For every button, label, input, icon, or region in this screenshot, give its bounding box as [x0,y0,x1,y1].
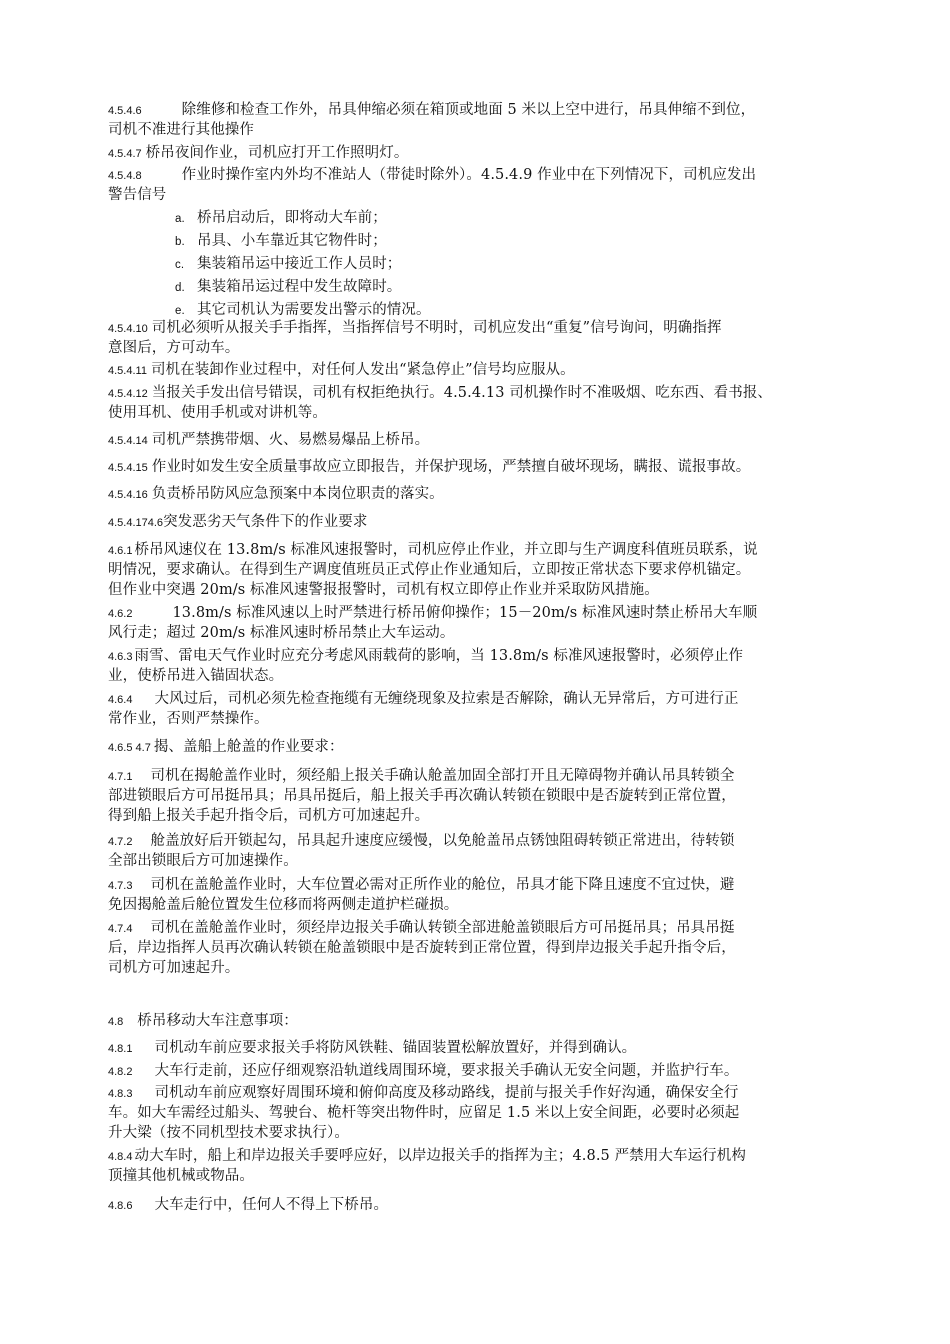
clause-text: 司机必须听从报关手手指挥，当指挥信号不明时，司机应发出“重复”信号询问，明确指挥 [151,320,722,336]
clause-number: 4.8 [108,1016,124,1028]
clause-text: 大车走行中，任何人不得上下桥吊。 [154,1197,389,1213]
clause-number: 4.5.4.11 [108,365,147,377]
section-4-8-heading [108,1011,860,1032]
list-text: 桥吊启动后，即将动大车前； [197,210,387,226]
para-4-7-3 [108,875,860,896]
para-4-6-1 [108,540,860,561]
clause-text: 除维修和检查工作外，吊具伸缩必须在箱顶或地面 5 米以上空中进行，吊具伸缩不到位， [181,102,756,118]
list-item-a [175,208,860,229]
clause-number: 4.5.4.16 [108,489,148,501]
clause-text: 部进锁眼后方可吊挺吊具；吊具吊挺后，船上报关手再次确认转锁在锁眼中是否旋转到正常位置， [108,788,736,804]
list-label: e. [175,305,185,317]
para-4-5-4-13-cont [108,403,860,423]
para-4-6-3-cont [108,666,860,686]
para-4-6-3 [108,646,860,667]
clause-text: 免因揭舱盖后舱位置发生位移而将两侧走道护栏碰损。 [108,897,459,913]
para-4-7-2-cont [108,851,860,871]
clause-text: 当报关手发出信号错误，司机有权拒绝执行。4.5.4.13 司机操作时不准吸烟、吃东西、看书报、 [151,385,773,401]
clause-text: 桥吊移动大车注意事项： [137,1013,298,1029]
clause-text: 意图后，方可动车。 [108,340,240,356]
clause-text: 动大车时，船上和岸边报关手要呼应好，以岸边报关手的指挥为主；4.8.5 严禁用大车运行机构 [134,1148,746,1164]
clause-text: 后，岸边指挥人员再次确认转锁在舱盖锁眼中是否旋转到正常位置，得到岸边报关手起升指令后， [108,940,736,956]
clause-text: 警告信号 [108,187,167,203]
clause-number: 4.5.4.7 [108,148,142,160]
clause-number: 4.8.6 [108,1200,133,1212]
para-4-5-4-6-cont [108,120,860,140]
clause-text: 升大梁（按不同机型技术要求执行）。 [108,1125,349,1141]
para-4-5-4-11 [108,360,860,381]
clause-number: 4.8.2 [108,1066,133,1078]
para-4-6-4 [108,689,860,710]
clause-number: 4.6.2 [108,608,133,620]
para-4-5-4-9-cont [108,185,860,205]
clause-text: 车。如大车需经过船头、驾驶台、桅杆等突出物件时，应留足 1.5 米以上安全间距，必要时必须起 [108,1105,740,1121]
clause-text: 司机在盖舱盖作业时，大车位置必需对正所作业的舱位，吊具才能下降且速度不宜过快，避 [150,877,735,893]
clause-text: 13.8m/s 标准风速以上时严禁进行桥吊俯仰操作；15－20m/s 标准风速时禁止桥吊大车顺 [172,605,758,621]
para-4-7-4-cont [108,958,860,978]
clause-text: 司机在装卸作业过程中，对任何人发出“紧急停止”信号均应服从。 [150,362,575,378]
para-4-6-2 [108,603,860,624]
clause-text: 司机在盖舱盖作业时，须经岸边报关手确认转锁全部进舱盖锁眼后方可吊挺吊具；吊具吊挺 [150,920,735,936]
para-4-7-1-cont [108,786,860,806]
clause-text: 作业时如发生安全质量事故应立即报告，并保护现场，严禁擅自破坏现场，瞒报、谎报事故。 [151,459,751,475]
clause-number: 4.5.4.15 [108,462,148,474]
clause-text: 明情况，要求确认。在得到生产调度值班员正式停止作业通知后，立即按正常状态下要求停机锚定。 [108,562,751,578]
clause-text: 使用耳机、使用手机或对讲机等。 [108,405,327,421]
clause-text: 司机动车前应要求报关手将防风铁鞋、锚固装置松解放置好，并得到确认。 [154,1040,637,1056]
clause-number: 4.7.4 [108,923,133,935]
clause-number: 4.6.1 [108,545,133,557]
para-4-7-4-cont [108,938,860,958]
para-4-8-5-cont [108,1166,860,1186]
para-4-7-2 [108,831,860,852]
clause-text: 常作业，否则严禁操作。 [108,711,269,727]
clause-text: 司机不准进行其他操作 [108,122,254,138]
list-text: 吊具、小车靠近其它物件时； [197,233,387,249]
clause-text: 得到船上报关手起升指令后，司机方可加速起升。 [108,808,430,824]
clause-number: 4.6.4 [108,694,133,706]
clause-text: 司机动车前应观察好周围环境和俯仰高度及移动路线，提前与报关手作好沟通，确保安全行 [154,1085,739,1101]
clause-number: 4.5.4.8 [108,170,142,182]
para-4-8-4 [108,1146,860,1167]
para-4-6-1-cont [108,580,860,600]
list-label: a. [175,213,185,225]
list-item-b [175,231,860,252]
para-4-7-3-cont [108,895,860,915]
clause-text: 雨雪、雷电天气作业时应充分考虑风雨载荷的影响，当 13.8m/s 标准风速报警时，必须停止作 [134,648,744,664]
para-4-7-1 [108,766,860,787]
clause-text: 司机方可加速起升。 [108,960,240,976]
clause-text: 司机在揭舱盖作业时，须经船上报关手确认舱盖加固全部打开且无障碍物并确认吊具转锁全 [150,768,735,784]
clause-number: 4.7.3 [108,880,133,892]
para-4-6-4-cont [108,709,860,729]
clause-text: 但作业中突遇 20m/s 标准风速警报报警时，司机有权立即停止作业并采取防风措施。 [108,582,659,598]
clause-text: 司机严禁携带烟、火、易燃易爆品上桥吊。 [151,432,430,448]
clause-text: 全部出锁眼后方可加速操作。 [108,853,298,869]
clause-number: 4.8.1 [108,1043,133,1055]
para-4-5-4-10-cont [108,338,860,358]
para-4-6-1-cont [108,560,860,580]
para-4-5-4-12 [108,383,860,404]
list-text: 集装箱吊运过程中发生故障时。 [197,279,402,295]
clause-number: 4.8.4 [108,1151,133,1163]
clause-text: 负责桥吊防风应急预案中本岗位职责的落实。 [151,486,444,502]
para-4-7-1-cont [108,806,860,826]
clause-number: 4.5.4.6 [108,105,142,117]
list-item-d [175,277,860,298]
clause-number: 4.6.3 [108,651,133,663]
para-4-5-4-14 [108,430,860,451]
para-4-5-4-8 [108,165,860,186]
clause-number: 4.5.4.174.6 [108,517,164,529]
clause-text: 风行走；超过 20m/s 标准风速时桥吊禁止大车运动。 [108,625,455,641]
list-text: 其它司机认为需要发出警示的情况。 [197,302,431,318]
para-4-5-4-16 [108,484,860,505]
para-4-8-1 [108,1038,860,1059]
clause-text: 舱盖放好后开锁起勾，吊具起升速度应缓慢，以免舱盖吊点锈蚀阻碍转锁正常进出，待转锁 [150,833,735,849]
clause-text: 大车行走前，还应仔细观察沿轨道线周围环境，要求报关手确认无安全问题，并监护行车。 [154,1063,739,1079]
list-label: c. [175,259,185,271]
clause-number: 4.5.4.10 [108,323,148,335]
clause-number: 4.8.3 [108,1088,133,1100]
clause-number: 4.6.5 4.7 [108,742,151,754]
list-text: 集装箱吊运中接近工作人员时； [197,256,402,272]
para-4-8-3-cont [108,1103,860,1123]
para-4-5-4-6 [108,100,860,121]
clause-text: 突发恶劣天气条件下的作业要求 [163,514,368,530]
clause-number: 4.5.4.12 [108,388,148,400]
clause-text: 大风过后，司机必须先检查拖缆有无缠绕现象及拉索是否解除，确认无异常后，方可进行正 [154,691,739,707]
clause-text: 揭、盖船上舱盖的作业要求： [153,739,344,755]
para-4-6-2-cont [108,623,860,643]
clause-text: 桥吊风速仪在 13.8m/s 标准风速报警时，司机应停止作业，并立即与生产调度科值班员联系，说 [134,542,758,558]
para-4-5-4-10 [108,318,860,339]
list-label: b. [175,236,185,248]
clause-number: 4.5.4.14 [108,435,148,447]
para-4-8-3-cont [108,1123,860,1143]
list-item-c [175,254,860,275]
section-4-6-heading [108,512,860,533]
para-4-5-4-7 [108,143,860,164]
section-4-7-heading [108,737,860,758]
para-4-5-4-15 [108,457,860,478]
clause-number: 4.7.1 [108,771,133,783]
para-4-8-6 [108,1195,860,1216]
para-4-8-3 [108,1083,860,1104]
clause-text: 业，使桥吊进入锚固状态。 [108,668,284,684]
para-4-8-2 [108,1061,860,1082]
para-4-7-4 [108,918,860,939]
clause-number: 4.7.2 [108,836,133,848]
clause-text: 桥吊夜间作业，司机应打开工作照明灯。 [145,145,409,161]
list-label: d. [175,282,185,294]
clause-text: 顶撞其他机械或物品。 [108,1168,254,1184]
clause-text: 作业时操作室内外均不准站人（带徒时除外）。4.5.4.9 作业中在下列情况下，司机应发出 [181,167,757,183]
